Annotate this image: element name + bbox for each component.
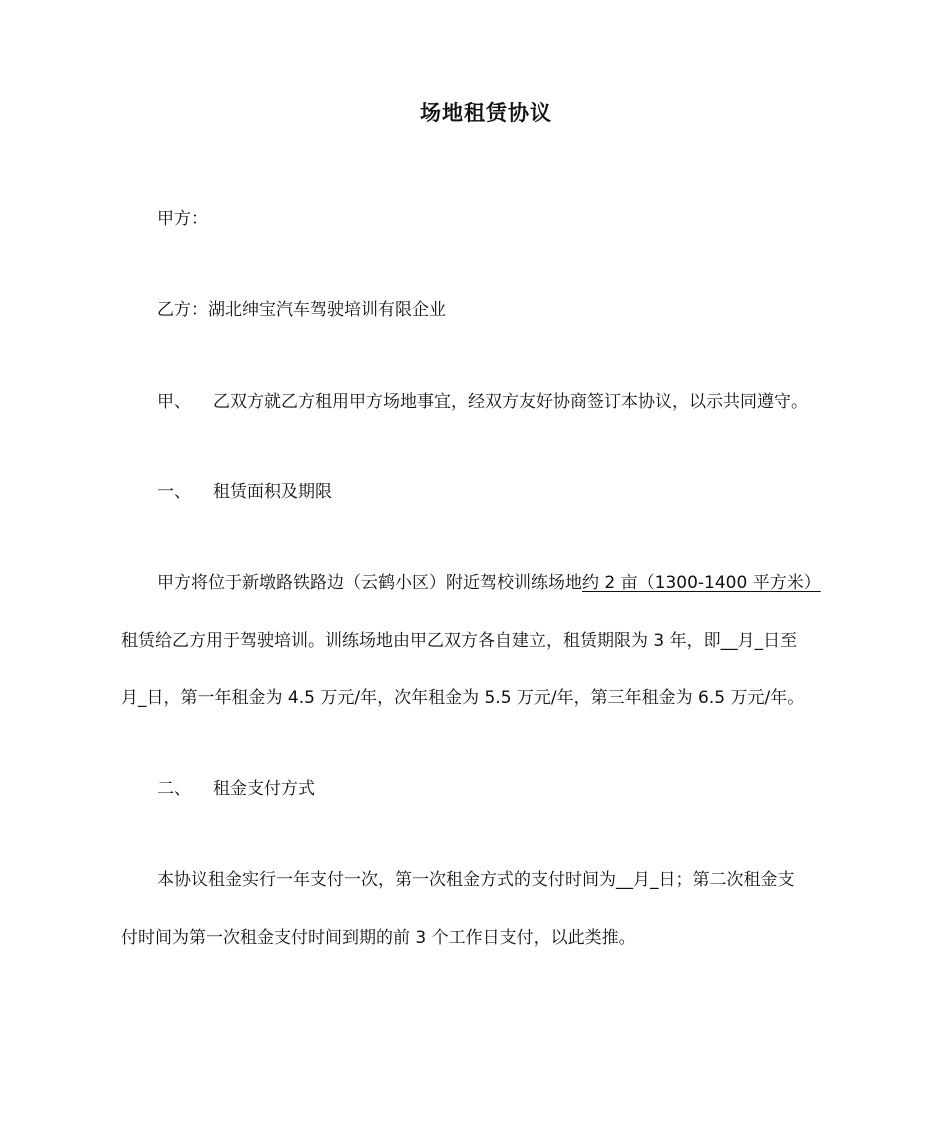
section-1-heading <box>157 478 332 506</box>
section-2-heading <box>157 775 315 803</box>
party-a-line: 甲方： <box>157 209 208 229</box>
intro-text: 乙双方就乙方租用甲方场地事宜，经双方友好协商签订本协议，以示共同遵守。 <box>213 392 808 412</box>
section-1-line-2: 租赁给乙方用于驾驶培训。训练场地由甲乙双方各自建立，租赁期限为 3 年，即__月_日至 <box>121 631 798 651</box>
section-1-number: 一、 <box>157 482 191 502</box>
area-underlined-text: 约 2 亩（1300-1400 平方米） <box>582 573 821 593</box>
section-1-title: 租赁面积及期限 <box>213 482 332 502</box>
intro-paragraph <box>157 388 808 416</box>
section-2-title: 租金支付方式 <box>213 779 315 799</box>
section-2-line-1: 本协议租金实行一年支付一次，第一次租金方式的支付时间为__月_日；第二次租金支 <box>157 870 795 890</box>
party-b-line: 乙方：湖北绅宝汽车驾驶培训有限企业 <box>157 300 446 320</box>
section-1-line-3: 月_日，第一年租金为 4.5 万元/年，次年租金为 5.5 万元/年，第三年租金为 6.5 万元/年。 <box>121 688 805 708</box>
section-2-line-2: 付时间为第一次租金支付时间到期的前 3 个工作日支付，以此类推。 <box>121 928 636 948</box>
document-title: 场地租赁协议 <box>420 101 552 125</box>
section-1-line-1 <box>157 569 821 597</box>
section-1-line-1-text: 甲方将位于新墩路铁路边（云鹤小区）附近驾校训练场地 <box>157 573 582 593</box>
intro-prefix: 甲、 <box>157 392 191 412</box>
section-2-number: 二、 <box>157 779 191 799</box>
